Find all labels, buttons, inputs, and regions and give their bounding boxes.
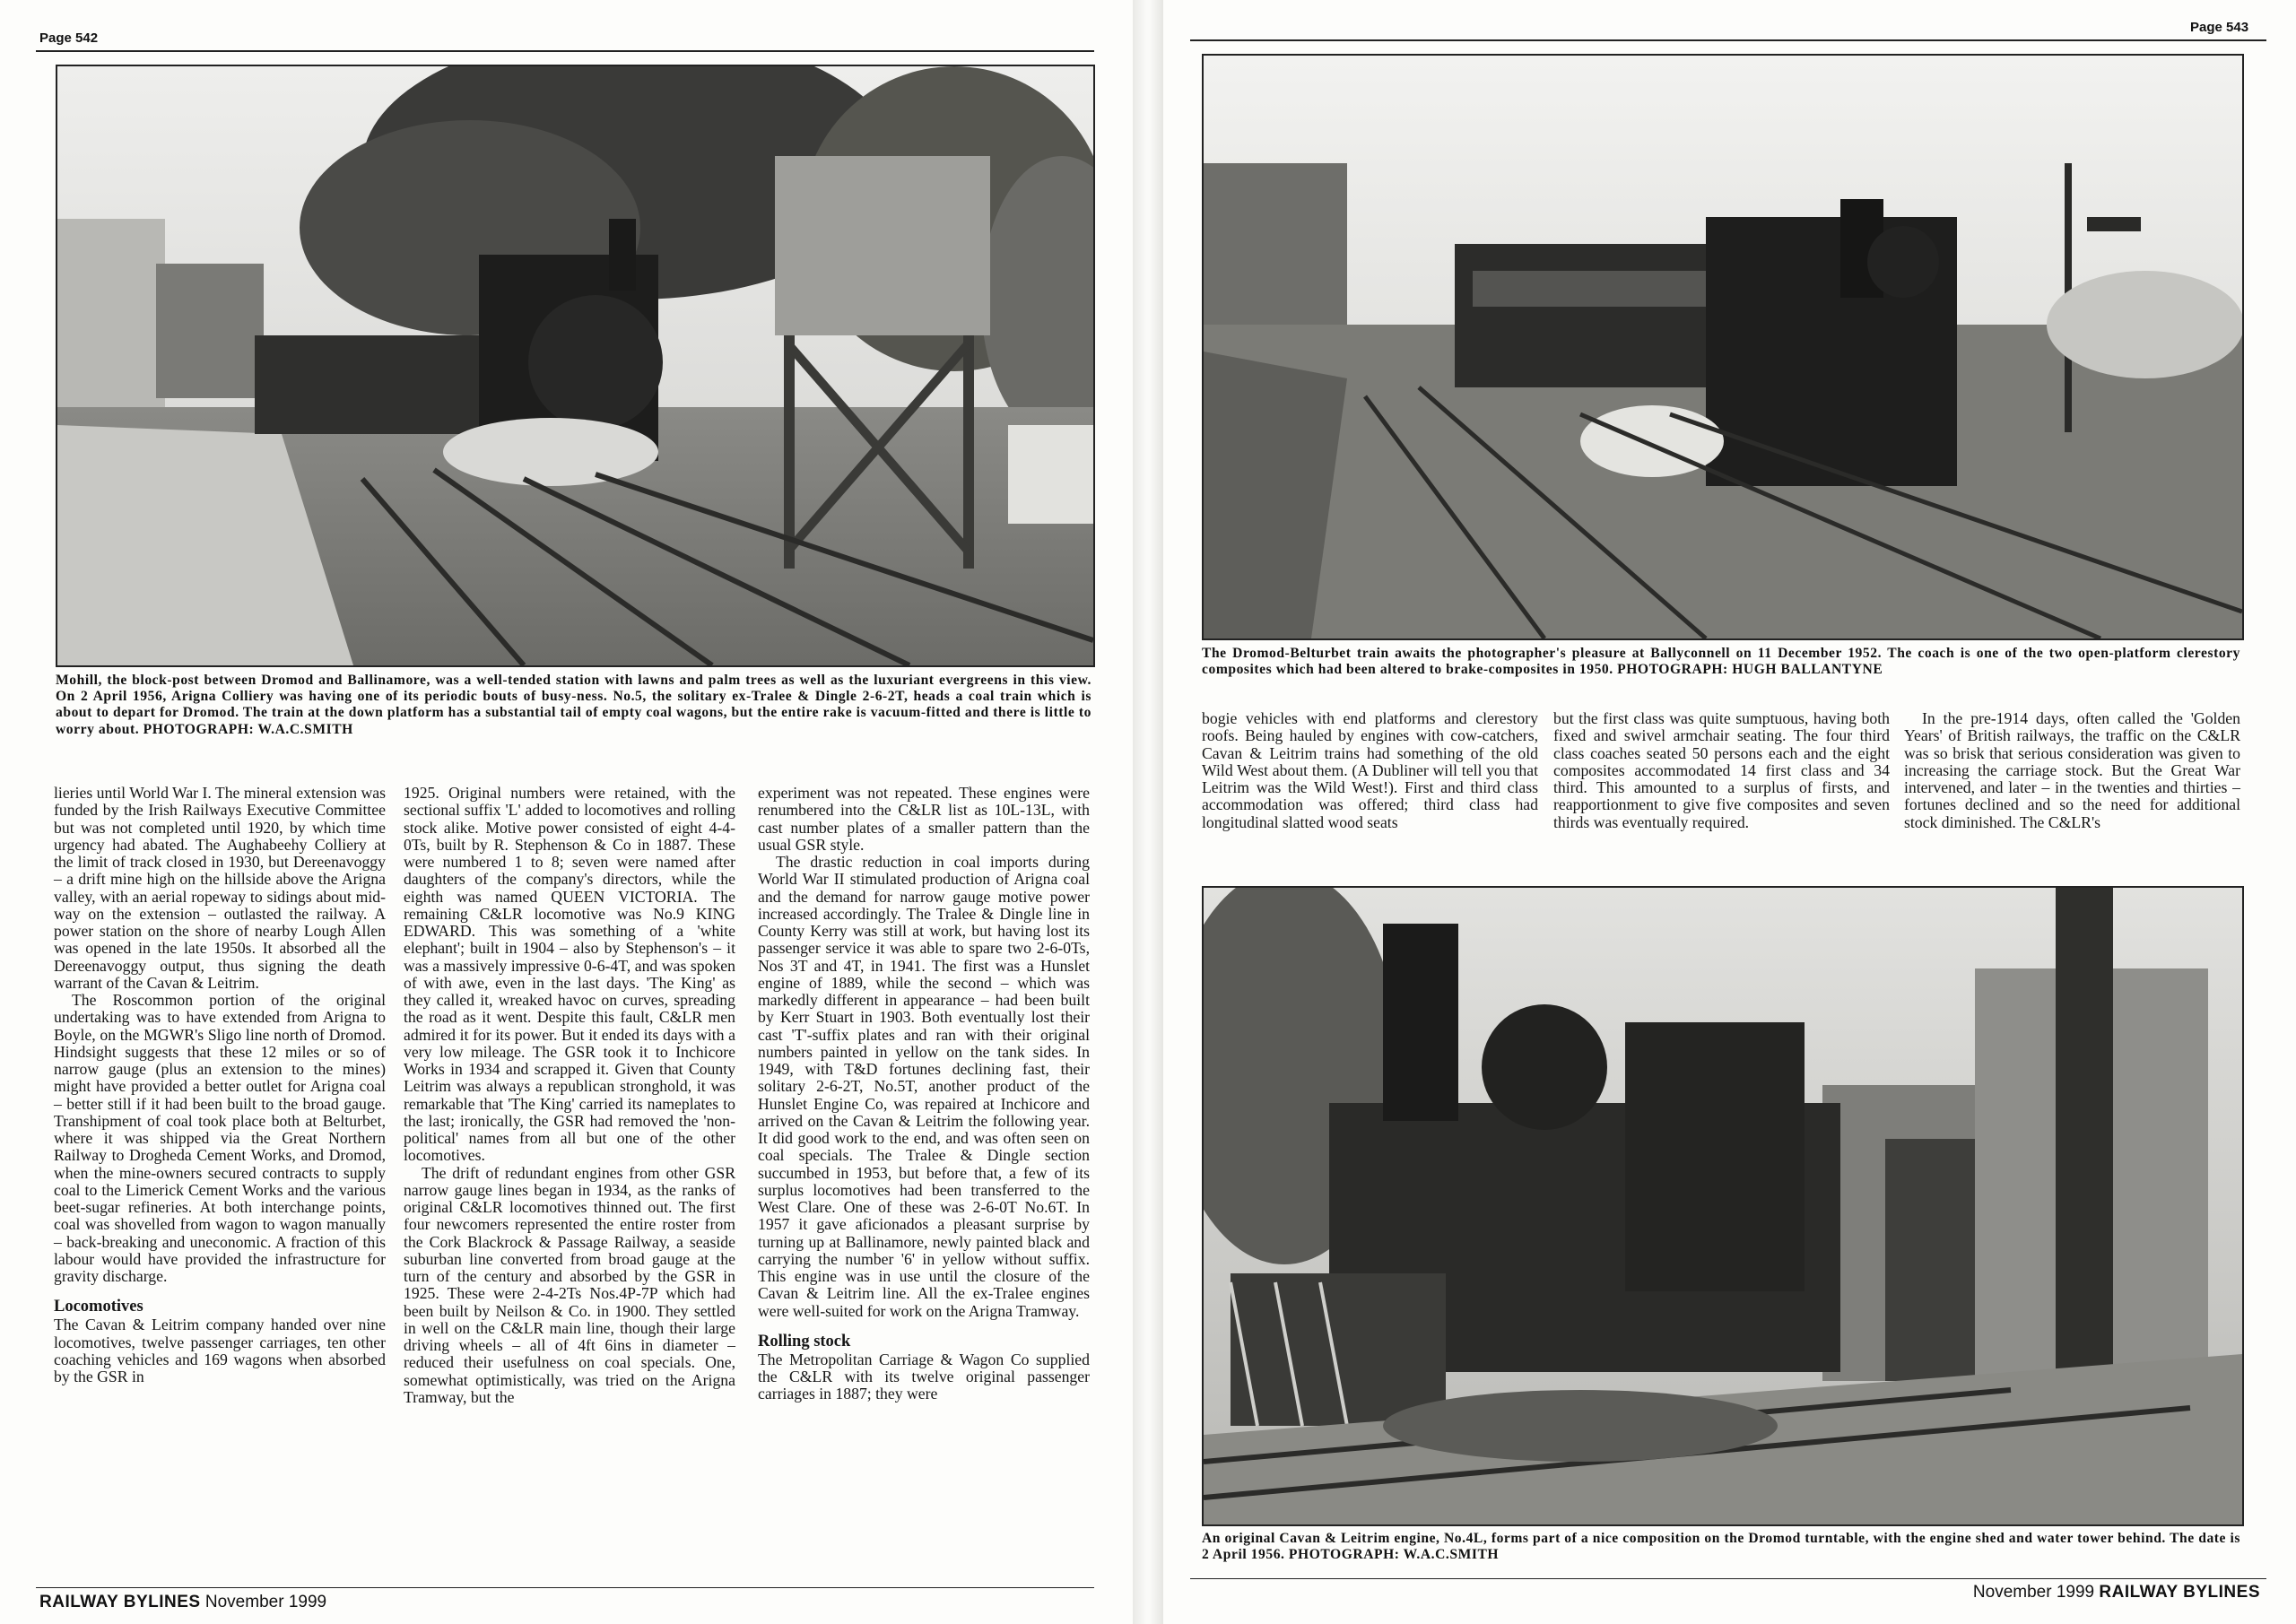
footer-rule [36,1587,1094,1588]
paragraph: The Cavan & Leitrim company handed over nine locomotives, twelve passenger carriages, ten other coaching vehicles and 169 wagons when absorbed by the GSR in [54,1316,386,1385]
paragraph: 1925. Original numbers were retained, with the sectional suffix 'L' added to locomotives and rolling stock alike. Motive power consisted of eight 4-4-0Ts, built by R. Stephenson & Co in 1887. These were numbered 1 to 8; seven were named after daughters of the company's directors, while the eighth was named QUEEN VICTORIA. The remaining C&LR locomotive was No.9 KING EDWARD. This was something of a 'white elephant'; built in 1904 – also by Stephenson's – it was a massively impressive 0-6-4T, and was spoken of with awe, even in the last days. 'The King' as they called it, wreaked havoc on curves, spreading the road as it went. Despite this fault, C&LR men admired it for its power. But it ended its days with a very low mileage. The GSR took it to Inchicore Works in 1934 and scrapped it. Given that County Leitrim was always a republican stronghold, it was remarkable that 'The King' carried its nameplates to the last; ironically, the GSR had removed the 'non-political' names from all but one of the other locomotives. [404,784,735,1165]
issue-date: November 1999 [1972,1583,2095,1602]
section-heading: Rolling stock [758,1332,851,1350]
issue-date: November 1999 [204,1593,327,1611]
photo-image [1204,888,2242,1524]
article-column-1 [54,785,386,1385]
footer-folio [1973,1583,2260,1602]
mohill-station-photo [56,65,1095,667]
paragraph: The Metropolitan Carriage & Wagon Co supplied the C&LR with its twelve original passenger carriages in 1887; they were [758,1350,1090,1403]
paragraph: bogie vehicles with end platforms and clerestory roofs. Being hauled by engines with cow-catchers, Cavan & Leitrim trains had something of the old Wild West about them. (A Dubliner will tell you that Leitrim was the Wild West!). First and third class accommodation was offered; third class had longitudinal slatted wood seats [1202,709,1538,831]
ballyconnell-train-photo [1202,54,2244,640]
article-column-1 [1202,710,1538,831]
top-rule [36,50,1094,52]
page-number: Page 543 [2190,20,2249,35]
paragraph: The Roscommon portion of the original undertaking was to have extended from Arigna to Boyle, on the MGWR's Sligo line north of Dromod. Hindsight suggests that these 12 miles or so of narrow gauge (plus an extension to the mines) might have provided a better outlet for Arigna coal – better still if it had been built to the broad gauge. Transhipment of coal took place both at Belturbet, where it was shipped via the Great Northern Railway to Drogheda Cement Works, and Dromod, when the mine-owners secured contracts to supply coal to the Limerick Cement Works and the various beet-sugar refineries. At both interchange points, coal was shovelled from wagon to wagon manually – back-breaking and uneconomic. A fraction of this labour would have provided the infrastructure for gravity discharge. [54,991,386,1285]
page-gutter [1133,0,1163,1624]
photo-image [57,66,1093,665]
photo-caption: The Dromod-Belturbet train awaits the photographer's pleasure at Ballyconnell on 11 December 1952. The coach is one of the two open-platform clerestory composites which had been altered to brake-composites in 1950. PHOTOGRAPH: HUGH BALLANTYNE [1202,646,2240,678]
paragraph: The drastic reduction in coal imports during World War II stimulated production of Arigna coal and the demand for narrow gauge motive power increased accordingly. The Tralee & Dingle line in County Kerry was still at work, but having lost its passenger service it was able to spare two 2-6-0Ts, Nos 3T and 4T, in 1941. The first was a Hunslet engine of 1889, while the second – which was markedly different in appearance – had been built by Kerr Stuart in 1903. Both eventually lost their cast 'T'-suffix plates and ran with their original numbers painted in yellow on the tank sides. In 1949, with T&D fortunes declining fast, their solitary 2-6-2T, No.5T, another product of the Hunslet Engine Co, was repaired at Inchicore and arrived on the Cavan & Leitrim the following year. It did good work to the end, and was often seen on coal specials. The Tralee & Dingle section succumbed in 1953, but before that, a few of its surplus locomotives had been transferred to the West Clare. One of these was 2-6-0T No.6T. In 1957 it gave aficionados a pleasant surprise by turning up at Ballinamore, newly painted black and carrying the number '6' in yellow without suffix. This engine was in use until the closure of the Cavan & Leitrim line. All the ex-Tralee engines were well-suited for work on the Arigna Tramway. [758,853,1090,1320]
magazine-brand: RAILWAY BYLINES [39,1593,201,1611]
article-column-2 [1553,710,1890,831]
section-heading: Locomotives [54,1298,144,1316]
photo-caption: Mohill, the block-post between Dromod and Ballinamore, was a well-tended station with lawns and palm trees as well as the luxuriant evergreens in this view. On 2 April 1956, Arigna Colliery was having one of its periodic bouts of busy-ness. No.5, the solitary ex-Tralee & Dingle 2-6-2T, heads a coal train which is about to depart for Dromod. The train at the down platform has a substantial tail of empty coal wagons, but the entire rake is vacuum-fitted and there is little to worry about. PHOTOGRAPH: W.A.C.SMITH [56,673,1091,737]
page-number: Page 542 [39,30,99,46]
article-column-2 [404,785,735,1406]
right-page [1163,0,2296,1624]
photo-caption: An original Cavan & Leitrim engine, No.4L, forms part of a nice composition on the Dromod turntable, with the engine shed and water tower behind. The date is 2 April 1956. PHOTOGRAPH: W.A.C.SMITH [1202,1531,2240,1563]
footer-rule [1190,1578,2266,1579]
top-rule [1190,39,2266,41]
paragraph: but the first class was quite sumptuous, having both fixed and swivel armchair seating. The four third class coaches seated 50 persons each and the eight composites accommodated 14 first class and 34 third. This amounted to a surplus of firsts, and reapportionment to give five composites and seven thirds was eventually required. [1553,709,1890,831]
left-page [0,0,1133,1624]
article-column-3 [1904,710,2240,831]
dromod-turntable-photo [1202,886,2244,1526]
paragraph: The drift of redundant engines from other GSR narrow gauge lines began in 1934, as the ranks of original C&LR locomotives thinned out. The first four newcomers represented the entire roster from the Cork Blackrock & Passage Railway, a seaside suburban line converted from broad gauge at the turn of the century and absorbed by the GSR in 1925. These were 2-4-2Ts Nos.4P-7P which had been built by Neilson & Co. in 1900. They settled in well on the C&LR main line, though their large driving wheels – all of 4ft 6ins in diameter – reduced their usefulness on coal specials. One, somewhat optimistically, was tried on the Arigna Tramway, but the [404,1163,735,1406]
footer-folio [39,1593,326,1612]
paragraph: experiment was not repeated. These engines were renumbered into the C&LR list as 10L-13L, with cast number plates of a smaller pattern than the usual GSR style. [758,784,1090,854]
article-column-3 [758,785,1090,1403]
paragraph: lieries until World War I. The mineral extension was funded by the Irish Railways Executive Committee but was not completed until 1920, by which time urgency had abated. The Aughabeehy Colliery at the limit of track closed in 1930, but Dereenavoggy – a drift mine high on the hillside above the Arigna valley, with an aerial ropeway to sidings about mid-way on the extension – outlasted the railway. A power station on the shore of nearby Lough Allen was opened in the late 1950s. It absorbed all the Dereenavoggy output, thus signing the death warrant of the Cavan & Leitrim. [54,784,386,992]
paragraph: In the pre-1914 days, often called the 'Golden Years' of British railways, the traffic on the C&LR was so brisk that serious consideration was given to increasing the carriage stock. But the Great War intervened, and later – in the twenties and thirties – fortunes declined and so the need for additional stock diminished. The C&LR's [1904,709,2240,831]
magazine-brand: RAILWAY BYLINES [2099,1583,2260,1602]
photo-image [1204,56,2242,638]
